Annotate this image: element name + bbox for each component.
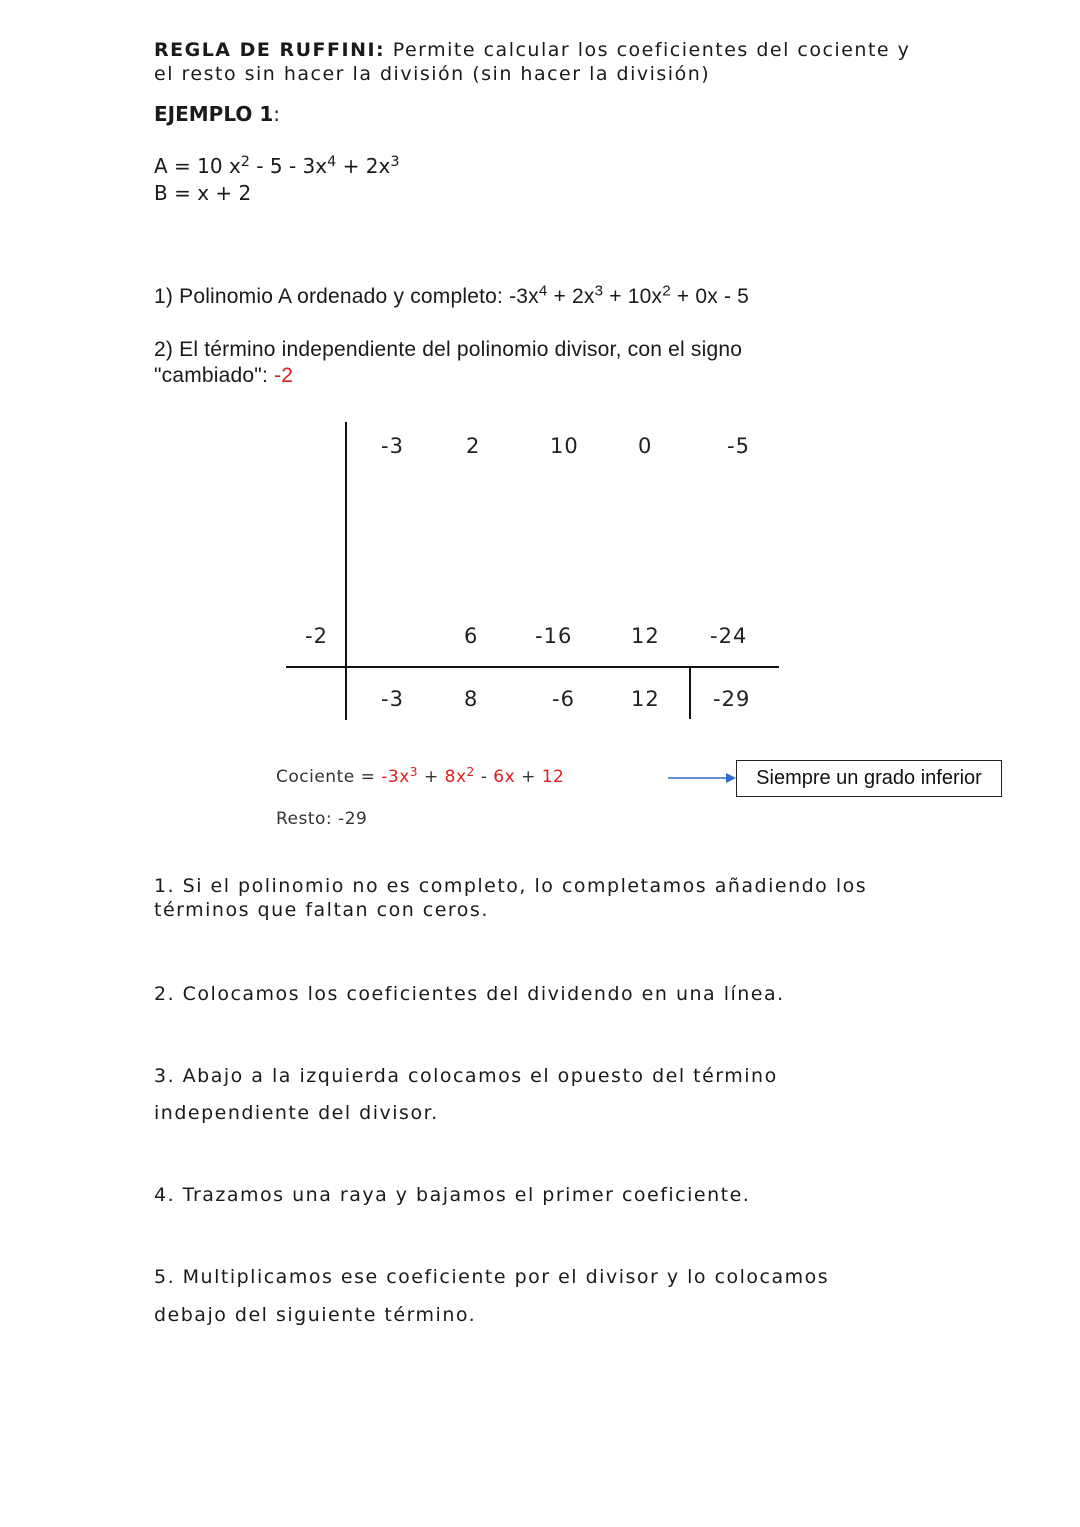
rule-1-line-1: 1. Si el polinomio no es completo, lo completamos añadiendo los (154, 875, 868, 897)
result-cell: -6 (552, 687, 575, 711)
step-1 (154, 282, 750, 309)
result-cell: -3 (381, 687, 404, 711)
ruffini-horizontal-line (286, 666, 779, 668)
rule-5-line-1: 5. Multiplicamos ese coeficiente por el divisor y lo colocamos (154, 1266, 830, 1288)
rule-4: 4. Trazamos una raya y bajamos el primer coeficiente. (154, 1184, 751, 1206)
example-heading-text: EJEMPLO 1 (154, 102, 274, 126)
step-1-exp: 2 (662, 282, 671, 300)
step-1-part: + 2x (547, 285, 595, 308)
product-cell: -24 (710, 624, 748, 648)
remainder-separator-line (689, 668, 691, 719)
quotient-operator: + (418, 767, 445, 787)
ruffini-divisor: -2 (305, 624, 328, 648)
product-cell: 12 (631, 624, 660, 648)
poly-a-part: A = 10 x (154, 154, 241, 178)
rule-3-line-2: independiente del divisor. (154, 1102, 439, 1124)
poly-a-exp: 4 (327, 153, 337, 170)
coefficient-cell: -5 (727, 434, 750, 458)
quotient-operator: + (515, 767, 542, 787)
ruffini-vertical-line (345, 422, 347, 720)
example-heading (154, 102, 280, 126)
intro-title: REGLA DE RUFFINI: (154, 39, 386, 61)
quotient-expression (276, 764, 565, 787)
quotient-label: Cociente (276, 767, 355, 787)
step-1-part: 1) Polinomio A ordenado y completo: -3x (154, 285, 539, 308)
coefficient-cell: 0 (638, 434, 653, 458)
step-2-line-1: 2) El término independiente del polinomio divisor, con el signo (154, 338, 743, 361)
polynomial-b: B = x + 2 (154, 181, 252, 205)
polynomial-a (154, 154, 399, 178)
arrow-right-icon (666, 770, 738, 786)
intro-line-2: el resto sin hacer la división (sin hacer la división) (154, 63, 711, 85)
rule-2: 2. Colocamos los coeficientes del dividendo en una línea. (154, 983, 785, 1005)
result-cell: 8 (464, 687, 479, 711)
poly-a-exp: 2 (240, 153, 250, 170)
step-1-exp: 3 (594, 282, 604, 300)
quotient-exp: 3 (409, 764, 419, 779)
rule-5-line-2: debajo del siguiente término. (154, 1304, 477, 1326)
remainder-label: Resto: -29 (276, 809, 368, 829)
example-heading-colon: : (273, 102, 280, 126)
step-2-text: "cambiado": (154, 364, 275, 387)
quotient-term: 6x (493, 767, 516, 787)
coefficient-cell: 2 (466, 434, 481, 458)
poly-a-exp: 3 (390, 153, 400, 170)
note-box: Siempre un grado inferior (736, 760, 1002, 797)
coefficient-cell: -3 (381, 434, 404, 458)
quotient-equals: = (354, 767, 382, 787)
step-1-exp: 4 (538, 282, 548, 300)
poly-a-part: - 5 - 3x (249, 154, 328, 178)
rule-3-line-1: 3. Abajo a la izquierda colocamos el opuesto del término (154, 1065, 778, 1087)
rule-1-line-2: términos que faltan con ceros. (154, 899, 489, 921)
quotient-exp: 2 (466, 764, 475, 779)
product-cell: 6 (464, 624, 479, 648)
quotient-term: 8x (444, 767, 467, 787)
step-1-part: + 0x - 5 (670, 285, 750, 308)
remainder-cell: -29 (713, 687, 751, 711)
coefficient-cell: 10 (550, 434, 579, 458)
poly-a-part: + 2x (336, 154, 391, 178)
quotient-term: -3x (381, 767, 410, 787)
step-2-line-2 (154, 364, 293, 388)
quotient-operator: - (474, 767, 494, 787)
product-cell: -16 (535, 624, 573, 648)
step-2-value: -2 (274, 364, 294, 387)
intro-line-1 (154, 39, 910, 61)
result-cell: 12 (631, 687, 660, 711)
intro-text: Permite calcular los coeficientes del cociente y (385, 39, 911, 61)
step-1-part: + 10x (603, 285, 663, 308)
quotient-term: 12 (541, 767, 565, 787)
